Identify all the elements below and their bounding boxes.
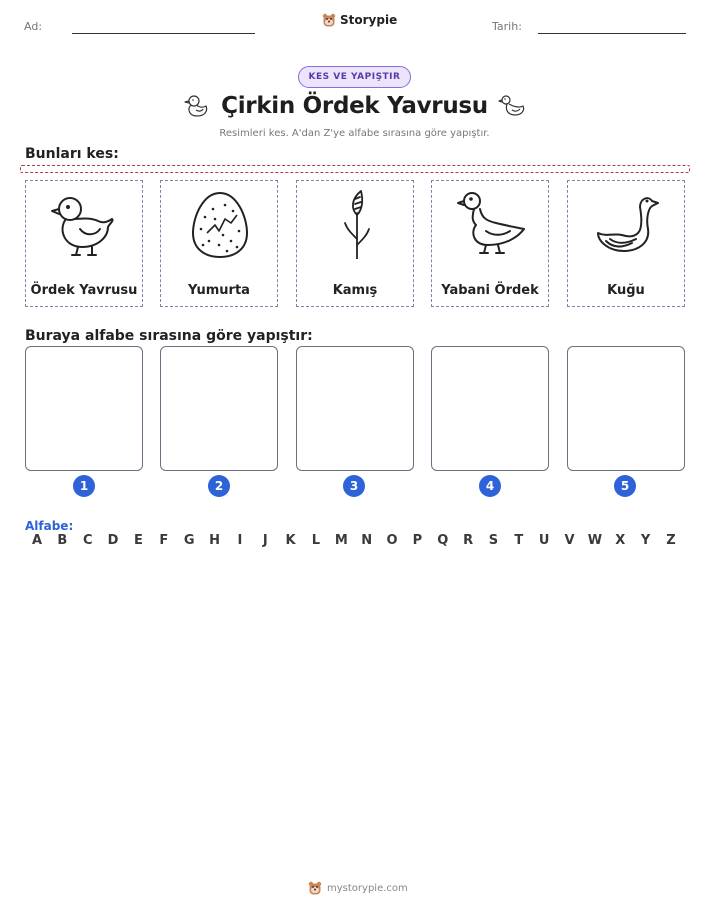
alphabet-letter: Z — [666, 533, 676, 548]
egg-icon — [185, 189, 255, 259]
bear-icon — [308, 881, 322, 895]
name-line — [72, 33, 255, 34]
reed-icon — [321, 189, 391, 259]
cut-heading: Bunları kes: — [25, 146, 119, 162]
cut-card-reed[interactable] — [296, 180, 414, 307]
card-label: Yumurta — [188, 283, 250, 298]
alphabet-letter: V — [564, 533, 575, 548]
cut-card-wild-duck[interactable] — [431, 180, 549, 307]
alphabet-letter: A — [31, 533, 43, 548]
alphabet-letter: B — [57, 533, 68, 548]
paste-slot-4[interactable] — [431, 346, 549, 471]
alphabet-row — [25, 533, 685, 551]
card-label: Kamış — [332, 283, 378, 298]
paste-heading: Buraya alfabe sırasına göre yapıştır: — [25, 328, 313, 344]
cut-card-egg[interactable] — [160, 180, 278, 307]
swan-icon — [592, 189, 662, 259]
alphabet-letter: P — [412, 533, 423, 548]
alphabet-letter: G — [183, 533, 195, 548]
alphabet-letter: J — [262, 533, 268, 548]
alphabet-letter: Q — [437, 533, 449, 548]
duckling-icon — [50, 189, 120, 259]
alphabet-letter: Y — [640, 533, 651, 548]
alphabet-letter: U — [538, 533, 550, 548]
alphabet-letter: L — [311, 533, 321, 548]
worksheet-title: Çirkin Ördek Yavrusu — [221, 93, 488, 119]
date-label: Tarih: — [492, 20, 522, 33]
instructions: Resimleri kes. A'dan Z'ye alfabe sırasına göre yapıştır. — [219, 128, 490, 139]
footer — [308, 881, 408, 895]
cut-card-duckling[interactable] — [25, 180, 143, 307]
alphabet-label: Alfabe: — [25, 519, 74, 533]
duckling-right-icon — [498, 92, 526, 120]
alphabet-letter: E — [133, 533, 143, 548]
slot-number-badge: 4 — [479, 475, 501, 497]
card-label: Ördek Yavrusu — [30, 283, 138, 298]
brand-name: Storypie — [340, 13, 398, 27]
paste-slot-3[interactable] — [296, 346, 414, 471]
cut-card-swan[interactable] — [567, 180, 685, 307]
brand-logo — [322, 13, 397, 27]
alphabet-letter: X — [615, 533, 626, 548]
paste-slot-2[interactable] — [160, 346, 278, 471]
cut-line — [20, 165, 690, 173]
alphabet-letter: M — [334, 533, 348, 548]
footer-url: mystorypie.com — [327, 882, 408, 894]
alphabet-letter: R — [463, 533, 474, 548]
alphabet-letter: I — [237, 533, 243, 548]
slot-number-badge: 2 — [208, 475, 230, 497]
alphabet-letter: K — [285, 533, 296, 548]
slot-number-badge: 1 — [73, 475, 95, 497]
alphabet-letter: T — [514, 533, 524, 548]
slot-number-badge: 3 — [343, 475, 365, 497]
alphabet-letter: D — [107, 533, 119, 548]
wild-duck-icon — [456, 189, 526, 259]
name-label: Ad: — [24, 20, 43, 33]
activity-badge: KES VE YAPIŞTIR — [298, 66, 411, 88]
alphabet-letter: O — [386, 533, 398, 548]
alphabet-letter: F — [159, 533, 169, 548]
card-label: Kuğu — [607, 283, 645, 298]
alphabet-letter: S — [488, 533, 499, 548]
slot-number-badge: 5 — [614, 475, 636, 497]
alphabet-letter: N — [361, 533, 373, 548]
paste-slot-5[interactable] — [567, 346, 685, 471]
bear-icon — [322, 13, 336, 27]
paste-slot-1[interactable] — [25, 346, 143, 471]
alphabet-letter: C — [82, 533, 93, 548]
date-line — [538, 33, 686, 34]
card-label: Yabani Ördek — [441, 283, 539, 298]
alphabet-letter: H — [209, 533, 220, 548]
alphabet-letter: W — [587, 533, 603, 548]
